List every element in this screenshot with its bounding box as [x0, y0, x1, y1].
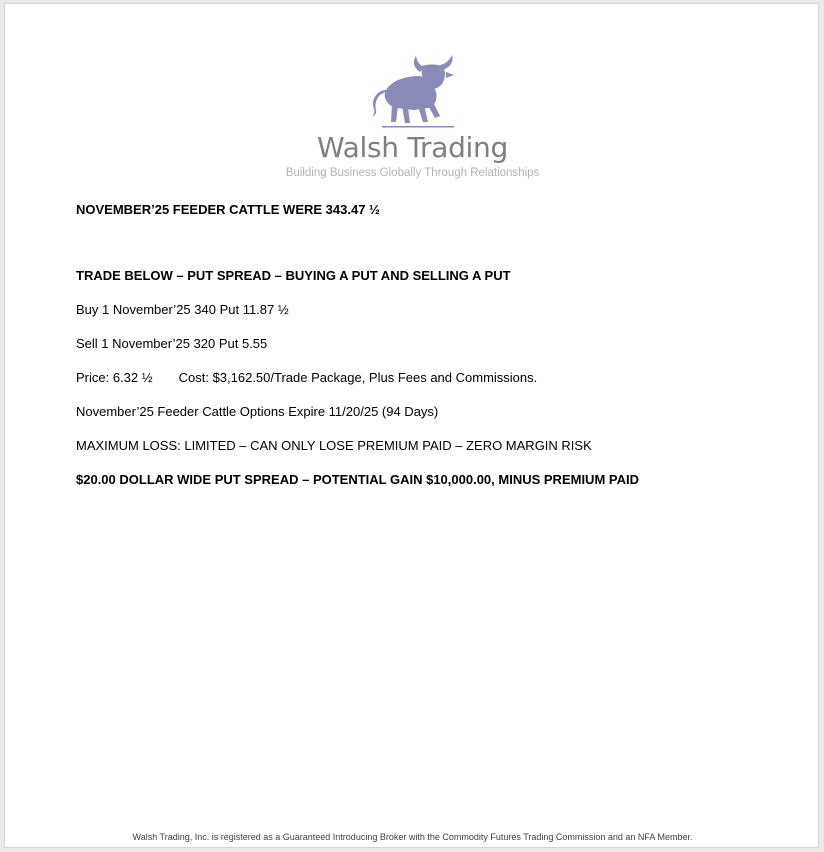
company-tagline: Building Business Globally Through Relationships [285, 167, 540, 179]
max-loss-line: MAXIMUM LOSS: LIMITED – CAN ONLY LOSE PREMIUM PAID – ZERO MARGIN RISK [76, 438, 592, 453]
company-logo [5, 4, 819, 189]
headline: NOVEMBER’25 FEEDER CATTLE WERE 343.47 ½ [76, 202, 380, 217]
footer-disclaimer: Walsh Trading, Inc. is registered as a Guaranteed Introducing Broker with the Commodity Futures Trading Commission and an NFA Member. [132, 832, 693, 842]
buy-line: Buy 1 November’25 340 Put 11.87 ½ [76, 302, 289, 317]
expiry-line: November’25 Feeder Cattle Options Expire 11/20/25 (94 Days) [76, 404, 439, 419]
company-name: Walsh Trading [317, 131, 508, 164]
sell-line: Sell 1 November’25 320 Put 5.55 [76, 336, 268, 351]
price-text: Price: 6.32 ½ [76, 370, 153, 385]
cost-text: Cost: $3,162.50/Trade Package, Plus Fees and Commissions. [178, 370, 538, 385]
potential-gain-line: $20.00 DOLLAR WIDE PUT SPREAD – POTENTIAL GAIN $10,000.00, MINUS PREMIUM PAID [76, 472, 639, 487]
trade-heading: TRADE BELOW – PUT SPREAD – BUYING A PUT AND SELLING A PUT [76, 268, 511, 283]
price-cost-line [76, 370, 537, 386]
document-page [4, 3, 819, 848]
bull-icon [362, 50, 466, 130]
